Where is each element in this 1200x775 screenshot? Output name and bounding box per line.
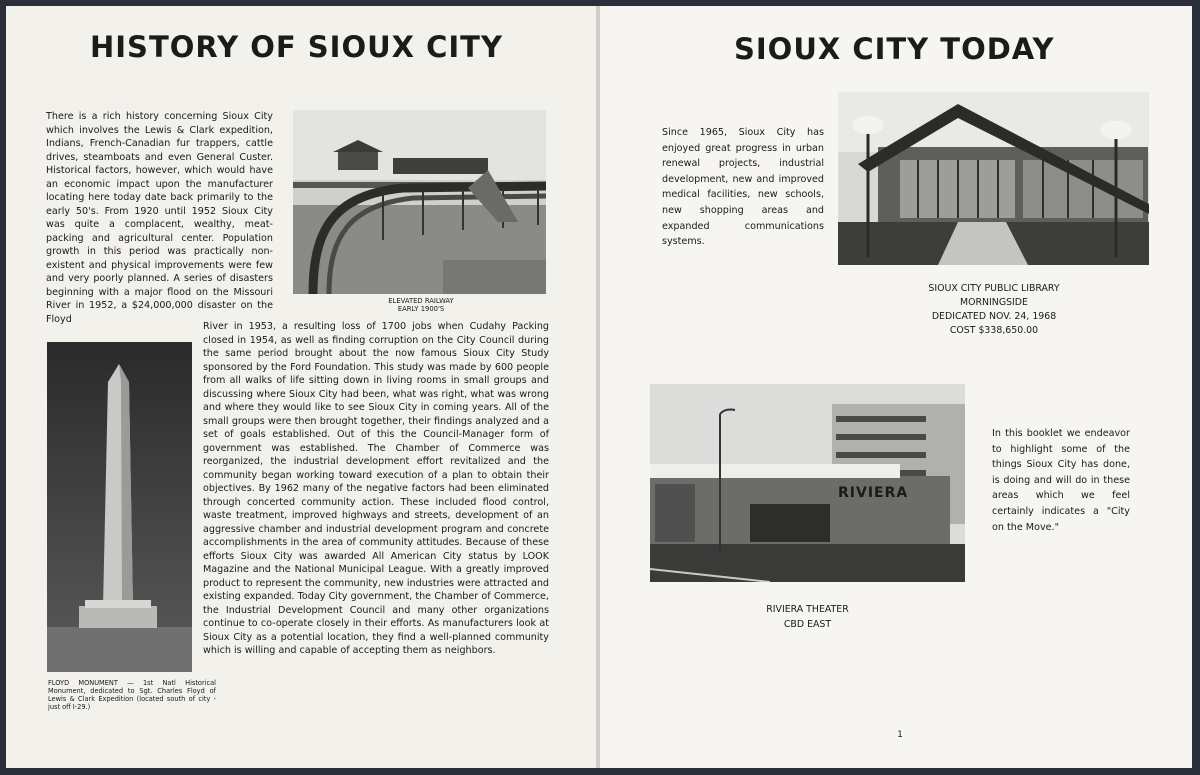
closing-paragraph: In this booklet we endeavor to highlight some of the things Sioux City has done, is doing and will do in these areas which we feel certainly indicates a "City on the Move." <box>992 428 1130 533</box>
library-caption-line3: DEDICATED NOV. 24, 1968 <box>931 311 1057 322</box>
page-title: HISTORY OF SIOUX CITY <box>90 30 503 64</box>
railway-caption-line2: EARLY 1900'S <box>397 305 445 313</box>
railway-caption-line1: ELEVATED RAILWAY <box>388 297 454 305</box>
intro-paragraph: There is a rich history concerning Sioux City which involves the Lewis & Clark expedition, Indians, French-Canadian fur trappers, cattle drives, steamboats and even General Custer. Historical factors, however, which would have an economic impact upon the manufacturer locating here today date back primarily to the early 50's. From 1920 until 1952 Sioux City was quite a complacent, wealthy, meat-packing and agricultural center. Population growth in this period was practically non-existent and physical improvements were few and very poorly planned. A series of disasters beginning with a major flood on the Missouri River in 1952, a $24,000,000 disaster on the Floyd <box>46 111 273 325</box>
right-page <box>600 6 1192 768</box>
page-number: 1 <box>897 730 903 740</box>
intro-paragraph: Since 1965, Sioux City has enjoyed great progress in urban renewal projects, industrial development, new and improved medical facilities, new schools, new shopping areas and expanded communications systems. <box>662 127 824 248</box>
theater-caption-line1: RIVIERA THEATER <box>766 604 849 615</box>
riviera-theater-photo <box>650 384 965 582</box>
page-title: SIOUX CITY TODAY <box>734 32 1055 66</box>
library-caption-line1: SIOUX CITY PUBLIC LIBRARY <box>928 283 1060 294</box>
theater-caption-line2: CBD EAST <box>783 619 832 630</box>
floyd-monument-photo <box>47 342 192 672</box>
left-page <box>6 6 596 768</box>
body-paragraph: River in 1953, a resulting loss of 1700 jobs when Cudahy Packing closed in 1954, as well as finding corruption on the City Council during the same period brought about the now famous Sioux City Study sponsored by the Ford Foundation. This study was made by 600 people from all walks of life sitting down in living rooms in small groups and discussing where Sioux City had been, what was right, what was wrong and where they would like to see Sioux City in coming years. All of the small groups were then brought together, their findings analyzed and a set of goals established. Out of this the Council-Manager form of government was established. The Chamber of Commerce was reorganized, the industrial development effort revitalized and the community began working toward execution of a plan to obtain their objectives. By 1962 many of the negative factors had been eliminated through concerted community action. These included flood control, waste treatment, improved highways and streets, development of an aggressive chamber and industrial development program and concrete accomplishments in the area of community attitudes. Because of these efforts Sioux City was awarded All American City status by LOOK Magazine and the National Municipal League. With a greatly improved product to represent the community, new industries were attracted and existing expanded. Today City government, the Chamber of Commerce, the Industrial Development Council and many other organizations continue to co-operate closely in their efforts. As manufacturers look at Sioux City as a potential location, they find a well-planned community which is willing and capable of accepting them as neighbors. <box>203 321 549 656</box>
library-caption-line2: MORNINGSIDE <box>960 297 1028 308</box>
library-photo <box>838 92 1149 265</box>
library-caption-line4: COST $338,650.00 <box>949 325 1039 336</box>
elevated-railway-photo <box>293 110 546 294</box>
monument-caption: FLOYD MONUMENT — 1st Natl Historical Monument, dedicated to Sgt. Charles Floyd of Lewis & Clark Expedition (located south of city - just off I-29.) <box>48 679 216 711</box>
theater-marquee-sign: RIVIERA <box>838 485 909 501</box>
